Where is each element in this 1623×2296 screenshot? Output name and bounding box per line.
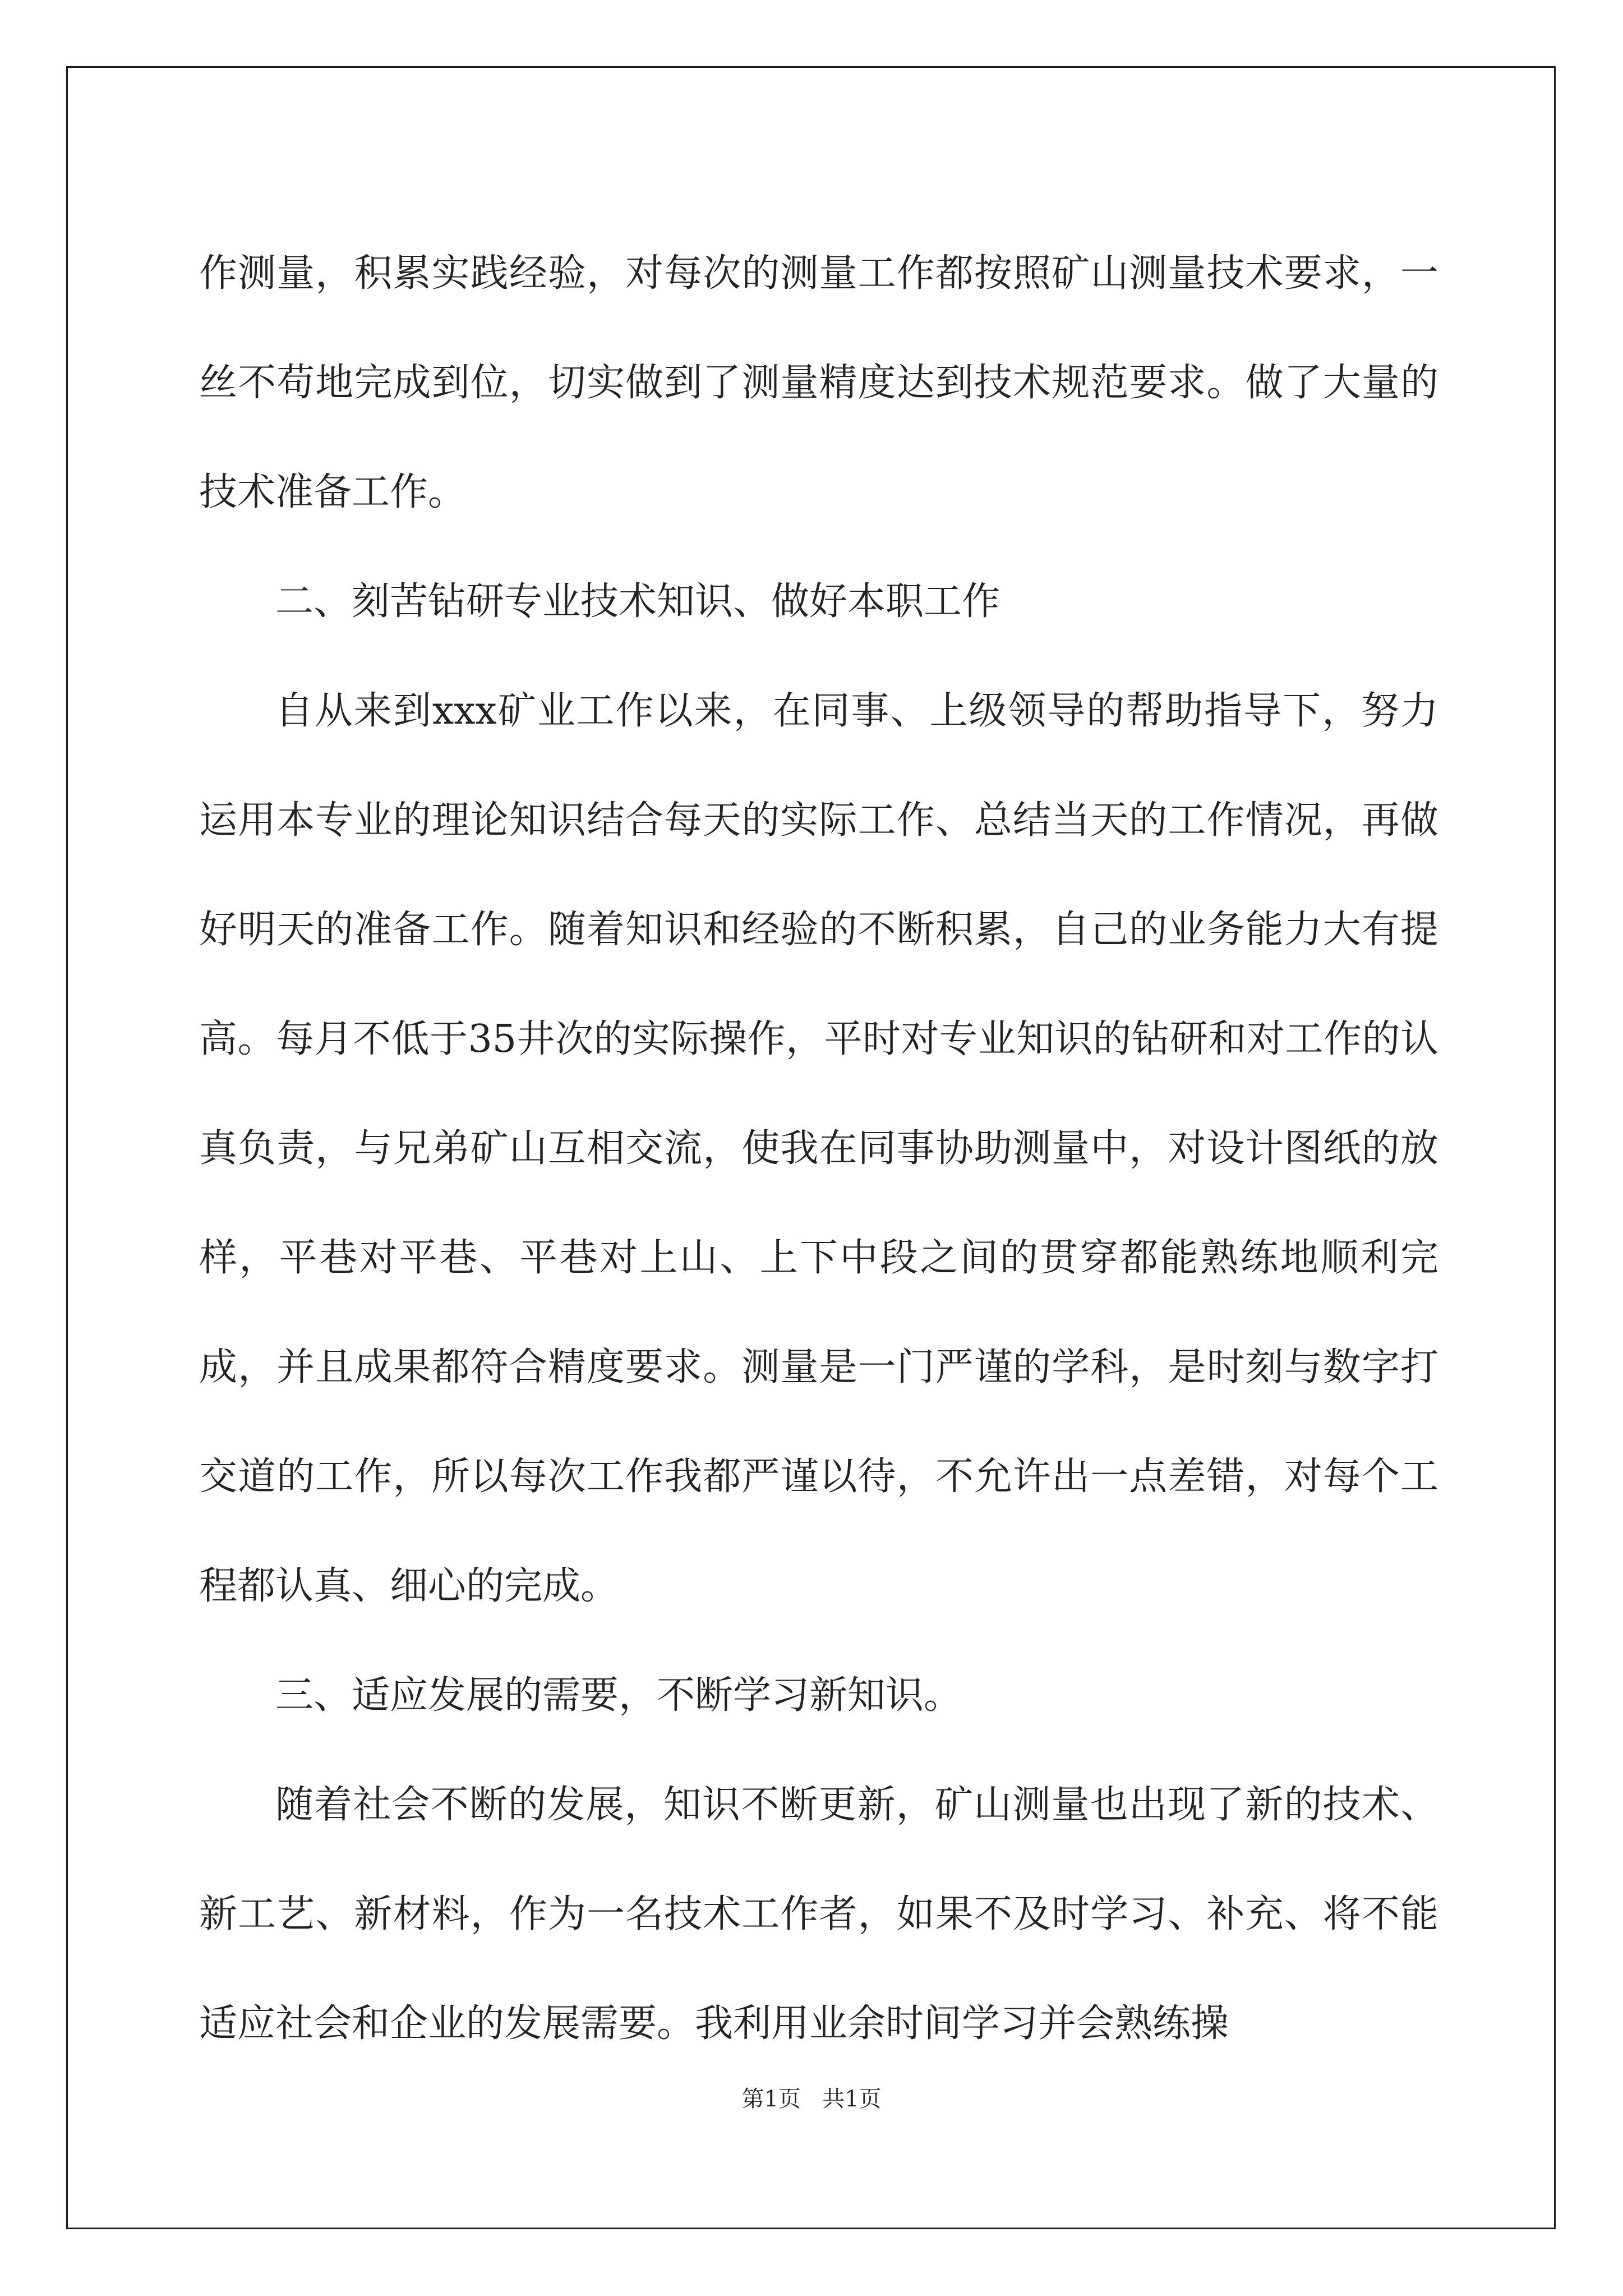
section-heading-2: 二、刻苦钻研专业技术知识、做好本职工作 [275,579,1000,624]
paragraph-continuation: 作测量，积累实践经验，对每次的测量工作都按照矿山测量技术要求，一丝不苟地完成到位，切实做到了测量精度达到技术规范要求。做了大量的技术准备工作。 [199,251,1438,514]
page-footer [0,2081,1623,2113]
paragraph-body-3: 随着社会不断的发展，知识不断更新，矿山测量也出现了新的技术、新工艺、新材料，作为一名技术工作者，如果不及时学习、补充、将不能适应社会和企业的发展需要。我利用业余时间学习并会熟练操 [199,1783,1438,2046]
page-total: 共1页 [822,2086,882,2112]
document-body [199,219,1438,2078]
page-number: 第1页 [741,2086,801,2112]
section-heading-3: 三、适应发展的需要，不断学习新知识。 [275,1673,962,1718]
paragraph-body-2: 自从来到xxx矿业工作以来，在同事、上级领导的帮助指导下，努力运用本专业的理论知识结合每天的实际工作、总结当天的工作情况，再做好明天的准备工作。随着知识和经验的不断积累，自己的业务能力大有提高。每月不低于35井次的实际操作，平时对专业知识的钻研和对工作的认真负责，与兄弟矿山互相交流，使我在同事协助测量中，对设计图纸的放样，平巷对平巷、平巷对上山、上下中段之间的贯穿都能熟练地顺利完成，并且成果都符合精度要求。测量是一门严谨的学科，是时刻与数字打交道的工作，所以每次工作我都严谨以待，不允许出一点差错，对每个工程都认真、细心的完成。 [199,689,1438,1608]
